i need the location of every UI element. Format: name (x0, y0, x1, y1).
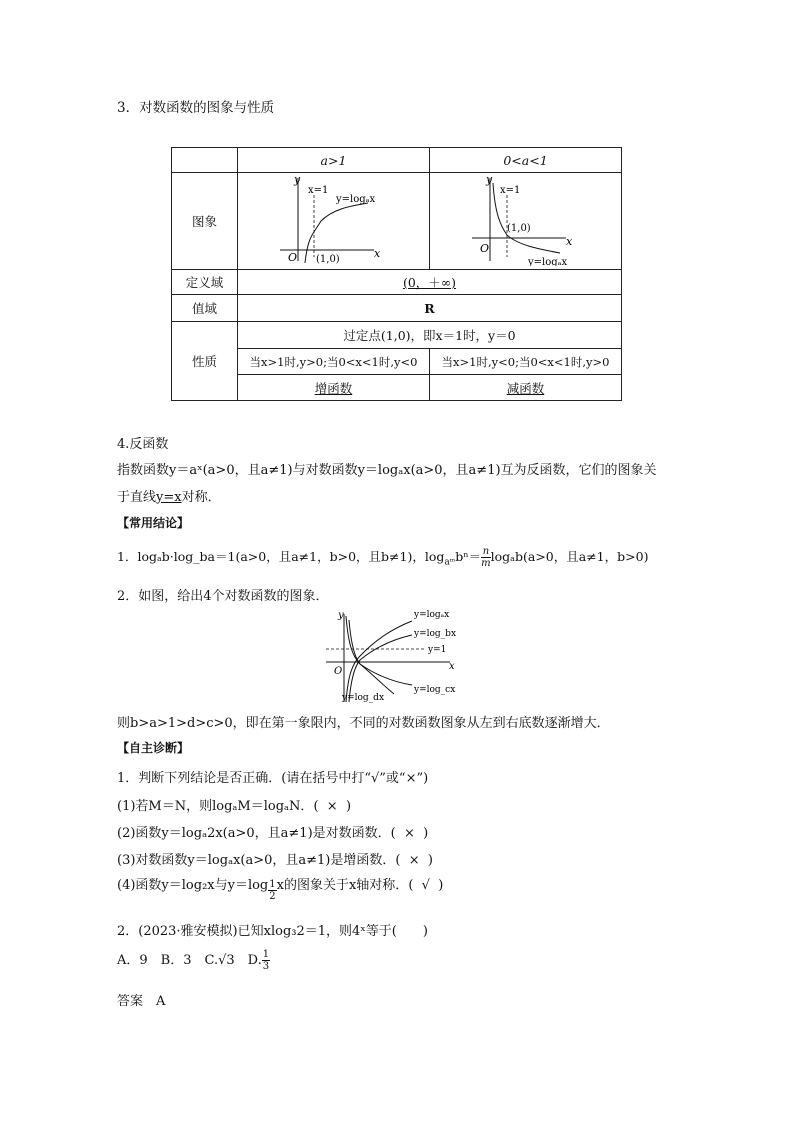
domain-value: (0，＋∞) (238, 270, 622, 295)
frac-den: m (481, 558, 491, 569)
frac-den: 3 (262, 961, 270, 972)
item4-pre: (4)函数y＝log₂x与y＝log (117, 878, 269, 893)
judge-bracket: ( × ) (313, 799, 352, 814)
judge-item-2 (117, 822, 428, 841)
header-a-gt-1: a>1 (238, 148, 430, 173)
y-label: y (486, 173, 493, 186)
origin-label: O (480, 242, 490, 255)
point-label: (1,0) (507, 223, 531, 234)
x-label: x (566, 235, 573, 248)
row-range-label: 值域 (172, 295, 238, 322)
judge-text: (3)对数函数y＝logₐx(a>0，且a≠1)是增函数． (117, 853, 396, 868)
label-y-equals-1: y=1 (428, 645, 447, 655)
curve-label: y=logₐx (336, 194, 376, 205)
graph-a-gt-1 (238, 173, 429, 266)
common-heading: 【常用结论】 (117, 516, 190, 530)
judge-mark: × (404, 826, 415, 841)
options-text: A．9 B．3 C.√3 D. (117, 953, 262, 968)
log-properties-table (171, 147, 622, 401)
section-3-heading: 3．对数函数的图象与性质 (117, 100, 275, 116)
common-item-1 (117, 544, 648, 576)
curve-label: y=logₐx (528, 257, 568, 266)
frac-num: 1 (269, 879, 276, 890)
self-check-q1: 1．判断下列结论是否正确．(请在括号中打“√”或“×”) (117, 771, 429, 786)
self-check-q2: 2．(2023·雅安模拟)已知xlog₃2＝1，则4ˣ等于( ) (117, 924, 428, 939)
label-log-d: y=log_dx (342, 693, 385, 703)
line2-underlined: y=x (156, 490, 182, 505)
line2-post: 对称． (181, 490, 221, 505)
frac-num: 1 (262, 949, 270, 960)
origin-label: O (288, 251, 298, 264)
item4-fraction (268, 879, 276, 902)
row-domain-label: 定义域 (172, 270, 238, 295)
x-label: x (374, 247, 381, 260)
curve-log-c (346, 616, 412, 685)
x-equals-1-label: x=1 (308, 185, 329, 196)
common-conclusion: 则b>a>1>d>c>0，即在第一象限内，不同的对数函数图象从左到右底数逐渐增大． (117, 716, 610, 731)
sign-a-between: 当x>1时,y<0;当0<x<1时,y>0 (430, 349, 622, 375)
item4-post: x的图象关于x轴对称． (276, 878, 409, 893)
fixed-point-text: 过定点(1,0)，即x＝1时，y＝0 (238, 322, 622, 349)
graph-a-between (430, 173, 621, 266)
x-equals-1-label: x=1 (500, 185, 521, 196)
judge-item-3 (117, 849, 433, 868)
judge-mark: × (326, 799, 338, 814)
y-label: y (294, 173, 301, 186)
common-item-2: 2．如图，给出4个对数函数的图象． (117, 589, 329, 604)
y-label: y (338, 610, 344, 621)
judge-mark: √ (421, 878, 430, 893)
origin-label: O (334, 666, 343, 677)
curve-log-b (349, 635, 412, 702)
section-4-line2 (117, 486, 221, 505)
option-d-fraction (262, 949, 270, 972)
item1-sub: aᵐ (444, 557, 456, 568)
item1-b: bⁿ＝ (455, 549, 482, 564)
judge-bracket: ( × ) (390, 826, 429, 841)
graph-a-between-cell (430, 173, 622, 270)
row-graph-label: 图象 (172, 173, 238, 270)
header-a-between: 0<a<1 (430, 148, 622, 173)
judge-text: (1)若M＝N，则logₐM＝logₐN． (117, 799, 314, 814)
label-log-b: y=log_bx (414, 629, 457, 639)
section-4-line1: 指数函数y＝aˣ(a>0，且a≠1)与对数函数y＝logₐx(a>0，且a≠1)互为反函数，它们的图象关 (117, 463, 657, 478)
frac-num: n (482, 546, 490, 557)
four-log-graphs (322, 606, 462, 706)
frac-den: 2 (269, 891, 276, 902)
row-props-label: 性质 (172, 322, 238, 401)
table-corner-cell (172, 148, 238, 173)
range-value: R (238, 295, 622, 322)
x-label: x (449, 661, 455, 672)
line2-pre: 于直线 (117, 490, 157, 505)
curve-log-d (349, 620, 394, 694)
sign-a-gt-1: 当x>1时,y>0;当0<x<1时,y<0 (238, 349, 430, 375)
judge-bracket: ( √ ) (408, 878, 444, 893)
item1-pre: 1．logₐb·log_ba＝1(a>0，且a≠1，b>0，且b≠1)，log (117, 549, 445, 564)
label-log-c: y=log_cx (414, 685, 456, 695)
item1-post: logₐb(a>0，且a≠1，b>0) (490, 549, 649, 564)
answer: 答案 A (117, 994, 166, 1009)
point-label: (1,0) (316, 254, 340, 265)
judge-item-4 (117, 871, 443, 902)
q2-options (117, 947, 270, 975)
section-4-heading: 4.反函数 (117, 437, 169, 452)
mono-decreasing: 减函数 (430, 375, 622, 401)
self-check-heading: 【自主诊断】 (117, 741, 190, 755)
judge-bracket: ( × ) (395, 853, 433, 868)
judge-mark: × (408, 853, 420, 868)
label-log-a: y=logₐx (414, 610, 450, 620)
graph-a-gt-1-cell (238, 173, 430, 270)
judge-item-1 (117, 795, 351, 814)
mono-increasing: 增函数 (238, 375, 430, 401)
item1-fraction (481, 546, 490, 569)
judge-text: (2)函数y＝logₐ2x(a>0，且a≠1)是对数函数． (117, 826, 391, 841)
